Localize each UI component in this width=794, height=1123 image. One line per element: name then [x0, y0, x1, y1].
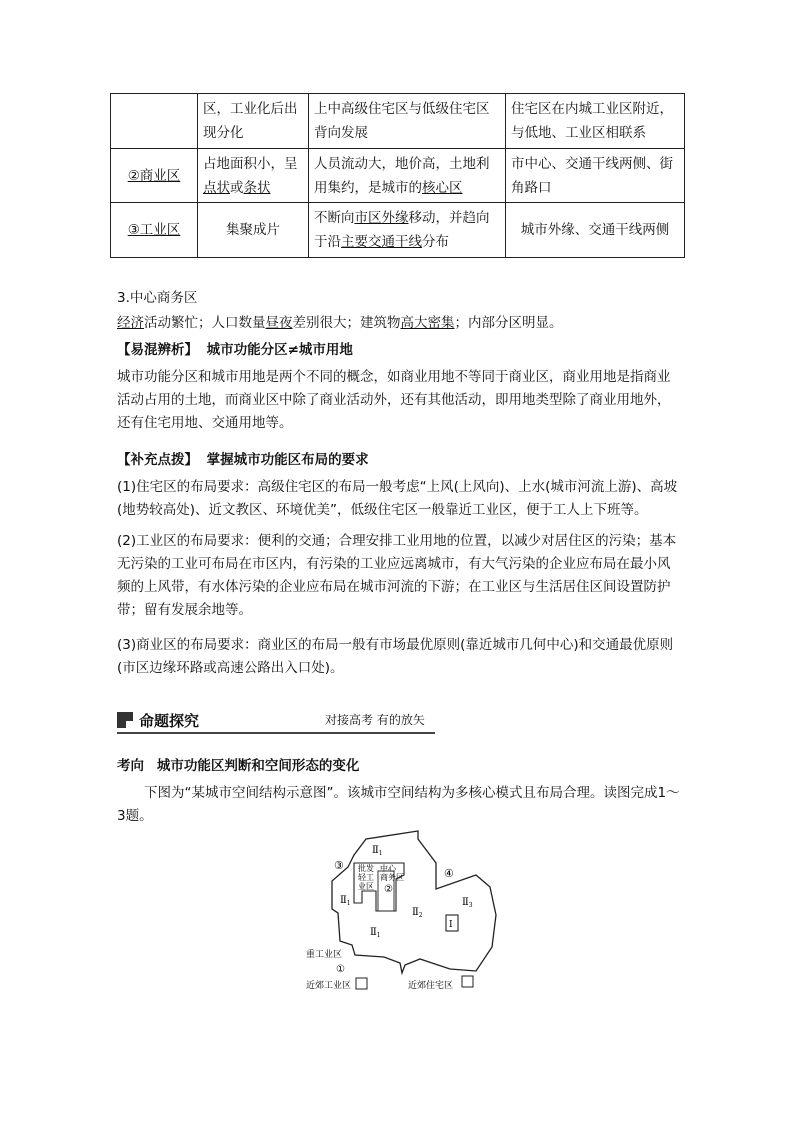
- underlined-term: 主要交通干线: [341, 234, 422, 250]
- function-zone-table: [110, 93, 685, 258]
- underlined-term: 市区外缘: [354, 210, 409, 226]
- fig-center-2: 商务区: [380, 873, 404, 882]
- table-row: [111, 94, 685, 149]
- tag-title: 掌握城市功能区布局的要求: [206, 452, 369, 468]
- section-divider: [117, 732, 435, 734]
- zone-label-commercial: ②商业区: [127, 167, 181, 184]
- section-title: 命题探究: [139, 712, 200, 730]
- numeral: Ⅱ: [372, 845, 379, 856]
- fig-label-2: ②: [384, 884, 393, 895]
- supplement-heading: [117, 449, 682, 472]
- cell-text: 不断向: [314, 210, 355, 226]
- fig-zone-II1-left: [340, 895, 351, 907]
- subscript: 3: [468, 902, 473, 909]
- cell-text: 移动，并趋向于沿: [314, 210, 490, 250]
- fig-near-industrial: 近郊工业区: [306, 981, 352, 991]
- fig-label-4: ④: [444, 867, 454, 880]
- tag-label: 【易混辨析】: [117, 342, 198, 358]
- underlined-term: 条状: [243, 179, 271, 196]
- fig-zone-I: Ⅰ: [449, 920, 453, 930]
- underlined-term: 点状: [203, 179, 230, 196]
- table-cell: [309, 149, 506, 203]
- kaoxiang-line: [117, 755, 682, 778]
- section-subtitle: 对接高考 有的放矢: [325, 713, 425, 727]
- underlined-term: 核心区: [422, 179, 463, 196]
- fig-heavy-industry: 重工业区: [306, 950, 343, 960]
- subscript: 2: [418, 912, 423, 919]
- cell-text: 占地面积小，呈: [203, 155, 298, 172]
- table-cell: [111, 94, 198, 149]
- table-cell: 住宅区在内城工业区附近，与低地、工业区相联系: [506, 94, 685, 149]
- fig-wholesale-3: 业区: [358, 882, 374, 891]
- table-cell: [198, 149, 309, 203]
- zone-label-industrial: ③工业区: [127, 222, 181, 238]
- fig-label-3: ③: [334, 859, 344, 872]
- numeral: Ⅱ: [462, 897, 469, 908]
- subscript: 1: [378, 850, 383, 857]
- confusion-body: 城市功能分区和城市用地是两个不同的概念，如商业用地不等同于商业区，商业用地是指商业活动占用的土地，而商业区中除了商业活动外，还有其他活动，即用地类型除了商业用地外，还有住宅用地、交通用地等。: [117, 369, 671, 431]
- cell-text: 人员流动大，地价高，土地利用集约，是城市的: [314, 155, 490, 196]
- text: ；内部分区明显。: [454, 315, 563, 331]
- confusion-heading: [117, 339, 682, 362]
- underlined-term: 经济: [117, 315, 144, 331]
- table-cell: 集聚成片: [198, 203, 309, 258]
- fig-wholesale-1: 批发: [358, 864, 374, 873]
- fig-zone-II1-top: [372, 845, 383, 857]
- near-industrial-box: [356, 978, 367, 989]
- table-cell: 市中心、交通干线两侧、街角路口: [506, 149, 685, 203]
- fig-zone-II1-bottom: [370, 927, 381, 939]
- cbd-heading: 3.中心商务区: [117, 290, 198, 306]
- fig-near-residential: 近郊住宅区: [408, 981, 454, 991]
- tag-label: 【补充点拨】: [117, 452, 198, 468]
- table-cell: 城市外缘、交通干线两侧: [506, 203, 685, 258]
- near-residential-box: [462, 976, 473, 987]
- supplement-p2: (2)工业区的布局要求：便利的交通；合理安排工业用地的位置，以减少对居住区的污染；基本无污染的工业可布局在市区内，有污染的工业应远离城市，有大气污染的企业应布局在最小风频的上风带，有水体污染的企业应布局在城市河流的下游；在工业区与生活居住区间设置防护带；留有发展余地等。: [117, 533, 677, 618]
- section-header: [117, 708, 437, 734]
- tag-title: 城市功能分区≠城市用地: [206, 342, 353, 358]
- supplement-p3: (3)商业区的布局要求：商业区的布局一般有市场最优原则(靠近城市几何中心)和交通最优原则(市区边缘环路或高速公路出入口处)。: [117, 637, 674, 676]
- cell-text: 分布: [422, 234, 449, 250]
- table-cell: 区，工业化后出现分化: [198, 94, 309, 149]
- cbd-paragraph: [117, 312, 682, 335]
- cell-text: 或: [230, 179, 244, 196]
- numeral: Ⅱ: [370, 927, 377, 938]
- kaoxiang-label: 考向: [117, 758, 144, 774]
- text: 活动繁忙；人口数量: [144, 315, 266, 331]
- fig-zone-II3: [462, 897, 473, 909]
- fig-label-1: ①: [336, 964, 345, 975]
- kaoxiang-title: 城市功能区判断和空间形态的变化: [156, 758, 360, 774]
- section-square-icon: [117, 712, 133, 728]
- underlined-term: 昼夜: [265, 315, 293, 331]
- table-cell: 上中高级住宅区与低级住宅区背向发展: [309, 94, 506, 149]
- subscript: 1: [376, 932, 381, 939]
- fig-center-1: 中心: [380, 864, 396, 873]
- fig-zone-II2: [412, 907, 423, 919]
- underlined-term: 高大密集: [400, 315, 455, 331]
- subscript: 1: [346, 900, 351, 907]
- fig-wholesale-2: 轻工: [358, 873, 374, 882]
- table-cell: [309, 203, 506, 258]
- west-edge: [332, 881, 338, 913]
- table-row: [111, 203, 685, 258]
- table-cell: [111, 149, 198, 203]
- numeral: Ⅱ: [340, 895, 347, 906]
- numeral: Ⅱ: [412, 907, 419, 918]
- table-row: [111, 149, 685, 203]
- supplement-p1: (1)住宅区的布局要求：高级住宅区的布局一般考虑“上风(上风向)、上水(城市河流上游)、高坡(地势较高处)、近文教区、环境优美”，低级住宅区一般靠近工业区，便于工人上下班等。: [117, 479, 678, 518]
- table-cell: [111, 203, 198, 258]
- city-structure-figure: [300, 829, 510, 997]
- question-intro: 下图为“某城市空间结构示意图”。该城市空间结构为多核心模式且布局合理。读图完成1～3题。: [117, 785, 680, 824]
- text: 差别很大；建筑物: [292, 315, 401, 331]
